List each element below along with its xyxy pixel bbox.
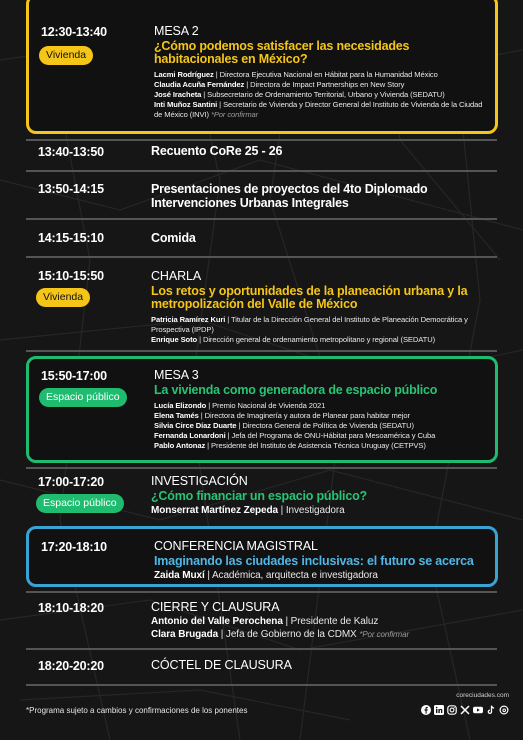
- session-type: MESA 3: [154, 368, 199, 382]
- separator: [26, 648, 497, 650]
- speaker-line: Antonio del Valle Perochena | Presidente de Kaluz: [151, 616, 379, 627]
- session-time: 18:20-20:20: [38, 659, 104, 673]
- separator: [26, 684, 497, 686]
- speaker-line: Zaida Muxí | Académica, arquitecta e investigadora: [154, 570, 378, 581]
- speaker-line: José Iracheta | Subsecretario de Ordenamiento Territorial, Urbano y Vivienda (SEDATU): [154, 90, 445, 99]
- session-mesa-2: [26, 0, 498, 134]
- session-title: Comida: [151, 231, 196, 245]
- instagram-icon[interactable]: [447, 705, 457, 715]
- session-comida: [26, 221, 498, 253]
- session-charla: [26, 259, 498, 349]
- session-title: Recuento CoRe 25 - 26: [151, 144, 283, 158]
- speaker-line: Clara Brugada | Jefa de Gobierno de la CDMX *Por confirmar: [151, 628, 410, 640]
- speaker-line: Silvia Circe Díaz Duarte | Directora General de Política de Vivienda (SEDATU): [154, 421, 414, 430]
- session-time: 15:10-15:50: [38, 269, 104, 283]
- tiktok-icon[interactable]: [486, 705, 496, 715]
- separator: [26, 467, 497, 469]
- session-time: 17:20-18:10: [41, 540, 107, 554]
- speaker-line: Inti Muñoz Santini | Secretario de Vivienda y Director General del Instituto de Vivienda de la Ciudad de México (INVI) *Por confirmar: [154, 100, 483, 119]
- website[interactable]: coreciudades.com: [456, 692, 509, 699]
- separator: [26, 139, 497, 141]
- disclaimer: *Programa sujeto a cambios y confirmaciones de los ponentes: [26, 706, 248, 715]
- session-title: ¿Cómo podemos satisfacer las necesidades habitacionales en México?: [154, 39, 410, 66]
- session-coctel: [26, 651, 498, 681]
- pending-note: *Por confirmar: [359, 629, 410, 639]
- session-type: CIERRE Y CLAUSURA: [151, 600, 280, 614]
- speaker-line: Patricia Ramírez Kuri | Titular de la Dirección General del Instituto de Planeación Democrática y Prospectiva (IPDP): [151, 315, 468, 334]
- session-time: 13:40-13:50: [38, 145, 104, 159]
- linkedin-icon[interactable]: [434, 705, 444, 715]
- threads-icon[interactable]: [499, 705, 509, 715]
- speaker-line: Enrique Soto | Dirección general de ordenamiento metropolitano y regional (SEDATU): [151, 335, 436, 344]
- session-presentaciones: [26, 174, 498, 214]
- session-conferencia-magistral: [26, 526, 498, 587]
- speaker-line: Fernanda Lonardoni | Jefa del Programa de ONU-Hábitat para Mesoamérica y Cuba: [154, 431, 436, 440]
- session-type: INVESTIGACIÓN: [151, 474, 248, 488]
- speaker-line: Pablo Antonaz | Presidente del Instituto de Asistencia Técnica Uruguay (CETPVS): [154, 441, 426, 450]
- session-time: 15:50-17:00: [41, 369, 107, 383]
- separator: [26, 218, 497, 220]
- session-title: Los retos y oportunidades de la planeación urbana y la metropolización del Valle de México: [151, 284, 468, 311]
- topic-badge-espacio-publico: Espacio público: [39, 388, 127, 407]
- session-time: 12:30-13:40: [41, 25, 107, 39]
- speaker-line: Lacmi Rodríguez | Directora Ejecutiva Nacional en Hábitat para la Humanidad México: [154, 70, 438, 79]
- session-time: 18:10-18:20: [38, 601, 104, 615]
- separator: [26, 350, 497, 352]
- session-title: Imaginando las ciudades inclusivas: el futuro se acerca: [154, 554, 474, 568]
- session-investigacion: [26, 470, 498, 522]
- topic-badge-vivienda: Vivienda: [36, 288, 90, 307]
- session-title: ¿Cómo financiar un espacio público?: [151, 489, 367, 503]
- topic-badge-vivienda: Vivienda: [39, 46, 93, 65]
- social-icons: [421, 705, 509, 715]
- session-title: La vivienda como generadora de espacio público: [154, 383, 438, 397]
- x-icon[interactable]: [460, 705, 470, 715]
- session-time: 13:50-14:15: [38, 182, 104, 196]
- speaker-line: Monserrat Martínez Zepeda | Investigadora: [151, 505, 345, 516]
- session-type: CÓCTEL DE CLAUSURA: [151, 658, 292, 672]
- session-time: 17:00-17:20: [38, 475, 104, 489]
- youtube-icon[interactable]: [473, 705, 483, 715]
- speaker-line: Lucía Elizondo | Premio Nacional de Vivienda 2021: [154, 401, 326, 410]
- session-mesa-3: [26, 356, 498, 463]
- session-type: MESA 2: [154, 24, 199, 38]
- session-cierre: [26, 594, 498, 646]
- topic-badge-espacio-publico: Espacio público: [36, 494, 124, 513]
- separator: [26, 170, 497, 172]
- facebook-icon[interactable]: [421, 705, 431, 715]
- session-title: Presentaciones de proyectos del 4to Diplomado Intervenciones Urbanas Integrales: [151, 182, 428, 210]
- speaker-line: Elena Tamés | Directora de Imaginería y autora de Planear para habitar mejor: [154, 411, 410, 420]
- separator: [26, 591, 497, 593]
- speaker-line: Claudia Acuña Fernández | Directora de Impact Partnerships en New Story: [154, 80, 405, 89]
- session-recuento: [26, 142, 498, 168]
- separator: [26, 256, 497, 258]
- session-time: 14:15-15:10: [38, 231, 104, 245]
- pending-note: *Por confirmar: [210, 110, 259, 119]
- session-type: CHARLA: [151, 269, 202, 283]
- session-type: CONFERENCIA MAGISTRAL: [154, 539, 318, 553]
